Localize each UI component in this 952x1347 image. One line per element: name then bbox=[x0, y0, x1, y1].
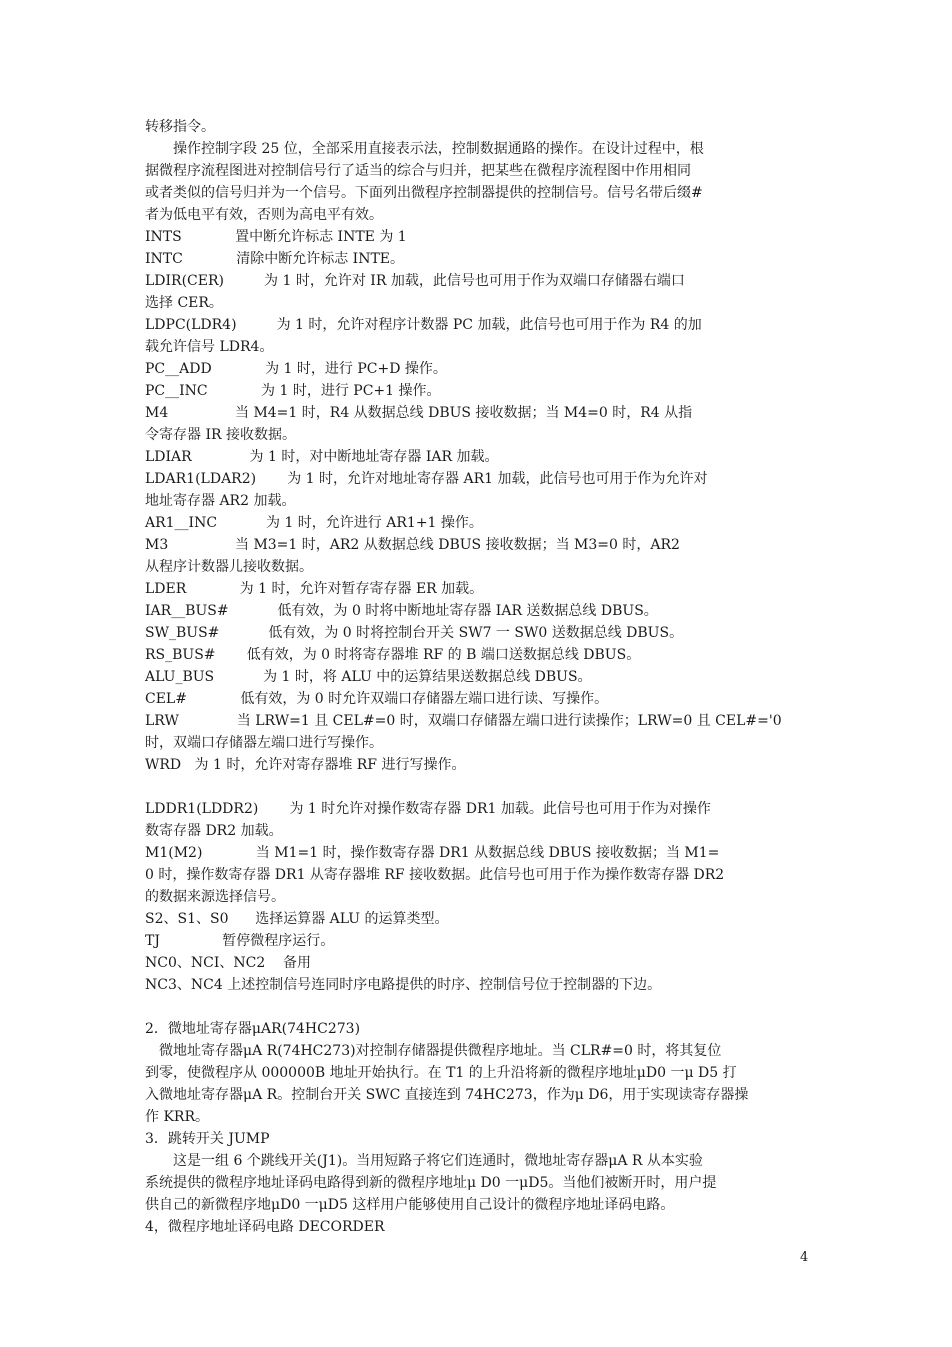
text-line: 4，微程序地址译码电路 DECORDER bbox=[145, 1219, 385, 1235]
text-line: NC3、NC4 上述控制信号连同时序电路提供的时序、控制信号位于控制器的下边。 bbox=[145, 977, 662, 993]
text-line: AR1__INC 为 1 时，允许进行 AR1+1 操作。 bbox=[145, 515, 483, 531]
text-line: PC__INC 为 1 时，进行 PC+1 操作。 bbox=[145, 383, 441, 399]
text-line: LDDR1(LDDR2) 为 1 时允许对操作数寄存器 DR1 加载。此信号也可用于作为对操作 bbox=[145, 801, 711, 817]
text-line: 令寄存器 IR 接收数据。 bbox=[145, 427, 296, 443]
text-line: 系统提供的微程序地址译码电路得到新的微程序地址μ D0 一μD5。当他们被断开时，用户提 bbox=[145, 1175, 717, 1191]
text-line: LDER 为 1 时，允许对暂存寄存器 ER 加载。 bbox=[145, 581, 484, 597]
text-line: 到零，使微程序从 000000B 地址开始执行。在 T1 的上升沿将新的微程序地址μD0 一μ D5 打 bbox=[145, 1065, 737, 1081]
text-line: LDIR(CER) 为 1 时，允许对 IR 加载，此信号也可用于作为双端口存储器右端口 bbox=[145, 273, 685, 289]
text-line: 转移指令。 bbox=[145, 119, 215, 135]
text-line: M3 当 M3=1 时，AR2 从数据总线 DBUS 接收数据；当 M3=0 时，AR2 bbox=[145, 537, 680, 553]
text-line: 从程序计数器儿接收数据。 bbox=[145, 559, 313, 575]
text-line: M1(M2) 当 M1=1 时，操作数寄存器 DR1 从数据总线 DBUS 接收数据；当 M1= bbox=[145, 845, 720, 861]
text-line: 的数据来源选择信号。 bbox=[145, 889, 285, 905]
text-line: LDIAR 为 1 时，对中断地址寄存器 IAR 加载。 bbox=[145, 449, 499, 465]
text-line: M4 当 M4=1 时，R4 从数据总线 DBUS 接收数据；当 M4=0 时，R4 从指 bbox=[145, 405, 693, 421]
text-line: INTC 清除中断允许标志 INTE。 bbox=[145, 251, 405, 267]
text-line: SW_BUS# 低有效，为 0 时将控制台开关 SW7 一 SW0 送数据总线 DBUS。 bbox=[145, 625, 684, 641]
text-line: NC0、NCI、NC2 备用 bbox=[145, 955, 312, 971]
text-line: 地址寄存器 AR2 加载。 bbox=[145, 493, 296, 509]
text-line: 这是一组 6 个跳线开关(J1)。当用短路子将它们连通时，微地址寄存器μA R 从本实验 bbox=[145, 1153, 703, 1169]
text-line: 微地址寄存器μA R(74HC273)对控制存储器提供微程序地址。当 CLR#=0 时，将其复位 bbox=[145, 1043, 722, 1059]
text-line: LDAR1(LDAR2) 为 1 时，允许对地址寄存器 AR1 加载，此信号也可用于作为允许对 bbox=[145, 471, 708, 487]
text-line: WRD 为 1 时，允许对寄存器堆 RF 进行写操作。 bbox=[145, 757, 466, 773]
text-line: LDPC(LDR4) 为 1 时，允许对程序计数器 PC 加载，此信号也可用于作为 R4 的加 bbox=[145, 317, 702, 333]
text-line: S2、S1、S0 选择运算器 ALU 的运算类型。 bbox=[145, 911, 449, 927]
text-line: 2．微地址寄存器μAR(74HC273) bbox=[145, 1021, 361, 1037]
text-line: 数寄存器 DR2 加载。 bbox=[145, 823, 283, 839]
text-line: TJ 暂停微程序运行。 bbox=[145, 933, 335, 949]
text-line: 供自己的新微程序地μD0 一μD5 这样用户能够使用自己设计的微程序地址译码电路。 bbox=[145, 1197, 675, 1213]
text-line: 作 KRR。 bbox=[145, 1109, 209, 1125]
text-line: 或者类似的信号归并为一个信号。下面列出微程序控制器提供的控制信号。信号名带后缀# bbox=[145, 185, 703, 201]
text-line: CEL# 低有效，为 0 时允许双端口存储器左端口进行读、写操作。 bbox=[145, 691, 609, 707]
text-line: 者为低电平有效，否则为高电平有效。 bbox=[145, 207, 383, 223]
text-line: 选择 CER。 bbox=[145, 295, 223, 311]
text-line: 0 时，操作数寄存器 DR1 从寄存器堆 RF 接收数据。此信号也可用于作为操作数寄存器 DR2 bbox=[145, 867, 725, 883]
text-line: LRW 当 LRW=1 且 CEL#=0 时，双端口存储器左端口进行读操作；LRW=0 且 CEL#='0 bbox=[145, 713, 782, 729]
text-line: INTS 置中断允许标志 INTE 为 1 bbox=[145, 229, 407, 245]
page-number: 4 bbox=[800, 1250, 809, 1265]
text-line: 载允许信号 LDR4。 bbox=[145, 339, 274, 355]
text-line: 时，双端口存储器左端口进行写操作。 bbox=[145, 735, 383, 751]
text-line: 操作控制字段 25 位，全部采用直接表示法，控制数据通路的操作。在设计过程中，根 bbox=[145, 141, 704, 157]
text-line: 入微地址寄存器μA R。控制台开关 SWC 直接连到 74HC273，作为μ D6，用于实现读寄存器操 bbox=[145, 1087, 749, 1103]
text-line: 据微程序流程图进对控制信号行了适当的综合与归并，把某些在微程序流程图中作用相同 bbox=[145, 163, 691, 179]
text-line: ALU_BUS 为 1 时，将 ALU 中的运算结果送数据总线 DBUS。 bbox=[145, 669, 592, 685]
text-line: RS_BUS# 低有效，为 0 时将寄存器堆 RF 的 B 端口送数据总线 DBUS。 bbox=[145, 647, 641, 663]
text-line: IAR__BUS# 低有效，为 0 时将中断地址寄存器 IAR 送数据总线 DBUS。 bbox=[145, 603, 658, 619]
text-line: PC__ADD 为 1 时，进行 PC+D 操作。 bbox=[145, 361, 447, 377]
text-line: 3．跳转开关 JUMP bbox=[145, 1131, 270, 1147]
